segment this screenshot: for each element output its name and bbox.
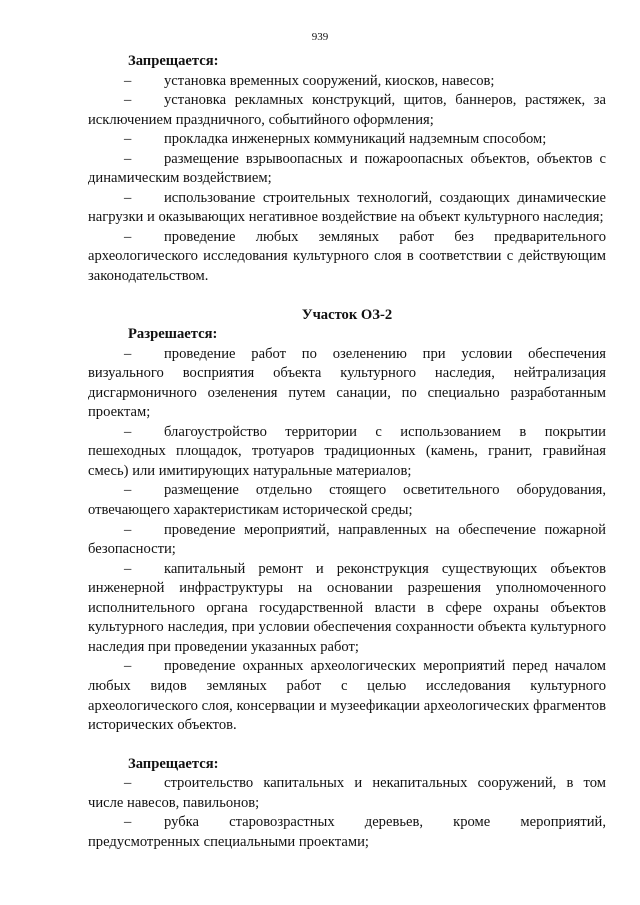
list-item-continuation: динамическим воздействием; (88, 170, 272, 187)
list-item (88, 560, 606, 658)
list-item-continuation: безопасности; (88, 541, 176, 558)
list-dash: – (124, 423, 132, 440)
list-dash: – (124, 814, 132, 831)
list-item (88, 657, 606, 735)
permitted-list (88, 345, 606, 736)
permitted-heading: Разрешается: (128, 326, 218, 343)
list-item (88, 521, 606, 560)
list-dash: – (124, 228, 132, 245)
list-item (88, 228, 606, 287)
list-item-continuation: отвечающего характеристикам исторической среды; (88, 502, 413, 519)
list-item-first-line: использование строительных технологий, создающих динамические (164, 189, 606, 206)
list-item (88, 150, 606, 189)
list-dash: – (124, 189, 132, 206)
list-item-continuation: пешеходных площадок, тротуаров традиционных (камень, гранит, гравийная смесь) или имитирующих натуральные материалов; (88, 443, 606, 479)
section-title: Участок ОЗ-2 (301, 306, 393, 323)
list-item (88, 72, 606, 92)
list-item-continuation: инженерной инфраструктуры на основании разрешения уполномоченного исполнительного органа государственной власти в сфере охраны объектов культурного наследия, при условии обеспечения сохранности объекта культурного наследия при проведении указанных работ; (88, 580, 606, 655)
list-item (88, 189, 606, 228)
list-item-first-line: рубка старовозрастных деревьев, кроме мероприятий, (164, 814, 606, 831)
list-item-first-line: размещение взрывоопасных и пожароопасных объектов, объектов с (164, 150, 606, 167)
list-dash: – (124, 150, 132, 167)
list-item-continuation: нагрузки и оказывающих негативное воздействие на объект культурного наследия; (88, 209, 604, 226)
list-item-continuation: числе навесов, павильонов; (88, 794, 260, 811)
list-item-first-line: проведение охранных археологических мероприятий перед началом (164, 658, 606, 675)
list-dash: – (124, 482, 132, 499)
prohibited-heading-2: Запрещается: (128, 755, 219, 772)
list-item (88, 423, 606, 482)
list-item (88, 813, 606, 852)
list-item-continuation: любых видов земляных работ с целью исследования культурного археологического слоя, консервации и музеефикации археологических фрагментов исторических объектов. (88, 677, 606, 734)
list-dash: – (124, 775, 132, 792)
prohibited-list (88, 72, 606, 287)
prohibited-list-2 (88, 774, 606, 852)
list-item (88, 130, 606, 150)
list-dash: – (124, 345, 132, 362)
list-item-continuation: исключением праздничного, событийного оформления; (88, 111, 434, 128)
list-dash: – (124, 521, 132, 538)
list-item-first-line: установка временных сооружений, киосков, навесов; (164, 72, 495, 89)
list-item-continuation: археологического исследования культурного слоя в соответствии с действующим законодательством. (88, 248, 606, 285)
list-item-first-line: строительство капитальных и некапитальных сооружений, в том (164, 775, 606, 792)
list-item (88, 481, 606, 520)
list-item (88, 774, 606, 813)
list-dash: – (124, 658, 132, 675)
list-dash: – (124, 560, 132, 577)
list-item-first-line: установка рекламных конструкций, щитов, баннеров, растяжек, за (164, 92, 606, 109)
prohibited-heading: Запрещается: (128, 53, 219, 69)
list-item (88, 345, 606, 423)
list-dash: – (124, 72, 132, 89)
list-dash: – (124, 131, 132, 148)
list-item-continuation: визуального восприятия объекта культурного наследия, нейтрализация дисгармоничного озеленения путем санации, по специально разработанным проектам; (88, 365, 606, 421)
list-item-first-line: прокладка инженерных коммуникаций надземным способом; (164, 131, 547, 148)
list-item (88, 91, 606, 130)
list-item-first-line: размещение отдельно стоящего осветительного оборудования, (164, 482, 606, 499)
list-item-first-line: благоустройство территории с использованием в покрытии (164, 423, 606, 440)
list-item-first-line: проведение любых земляных работ без предварительного (164, 228, 606, 245)
document-body (88, 52, 606, 852)
list-item-first-line: проведение работ по озеленению при условии обеспечения (164, 345, 606, 362)
list-item-continuation: предусмотренных специальными проектами; (88, 833, 369, 850)
list-dash: – (124, 92, 132, 109)
page-number: 939 (311, 31, 329, 43)
list-item-first-line: капитальный ремонт и реконструкция существующих объектов (164, 560, 606, 577)
list-item-first-line: проведение мероприятий, направленных на обеспечение пожарной (164, 521, 606, 538)
